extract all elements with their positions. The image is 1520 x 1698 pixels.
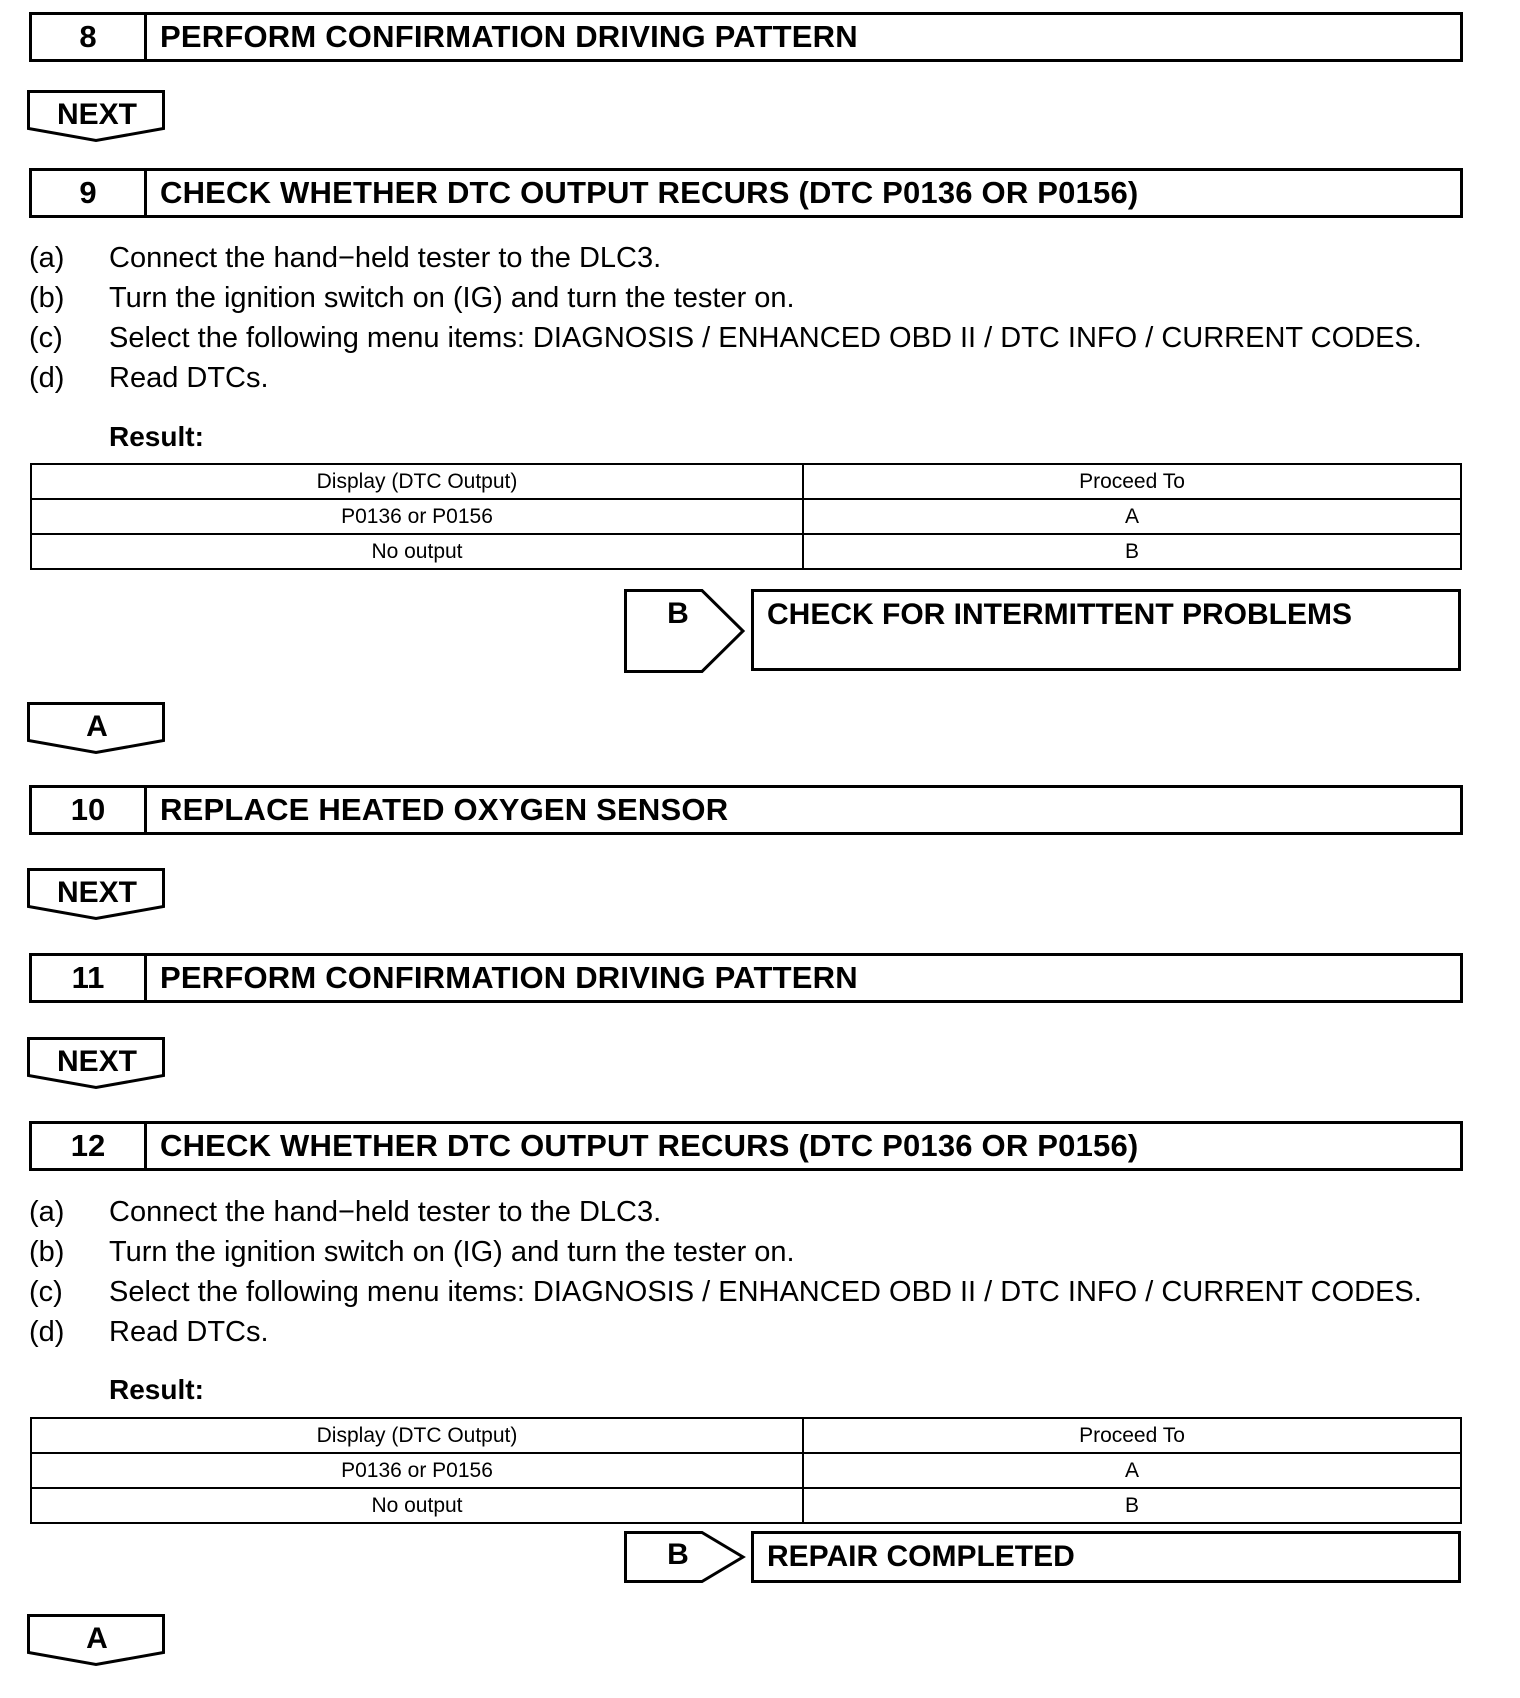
table-header-row: [31, 1418, 1461, 1453]
next-tag-label: NEXT: [56, 98, 137, 131]
table-header-cell: Proceed To: [803, 464, 1461, 499]
table-header-cell: Display (DTC Output): [31, 464, 803, 499]
table-cell: No output: [31, 534, 803, 569]
step-number: 8: [32, 15, 147, 59]
procedure-item: [29, 238, 1469, 278]
next-tag-label: NEXT: [56, 1045, 137, 1078]
procedure-mark: (a): [29, 242, 65, 274]
table-cell: P0136 or P0156: [31, 499, 803, 534]
step-number: 11: [32, 956, 147, 1000]
step-10-header: [29, 785, 1463, 835]
table-row: [31, 1453, 1461, 1488]
table-cell: P0136 or P0156: [31, 1453, 803, 1488]
step-title: CHECK WHETHER DTC OUTPUT RECURS (DTC P0136 OR P0156): [160, 175, 1139, 210]
next-tag-label: NEXT: [56, 876, 137, 909]
result-label: Result:: [109, 1374, 204, 1405]
table-cell: A: [803, 1453, 1461, 1488]
table-row: [31, 1488, 1461, 1523]
step-title: CHECK WHETHER DTC OUTPUT RECURS (DTC P0136 OR P0156): [160, 1128, 1139, 1163]
step-title: PERFORM CONFIRMATION DRIVING PATTERN: [160, 960, 858, 995]
procedure-mark: (b): [29, 282, 65, 314]
procedure-text: Turn the ignition switch on (IG) and turn the tester on.: [109, 1236, 795, 1268]
result-table: [30, 463, 1462, 570]
procedure-item: [29, 358, 1469, 398]
procedure-item: [29, 1272, 1469, 1312]
procedure-item: [29, 1232, 1469, 1272]
procedure-text: Select the following menu items: DIAGNOSIS / ENHANCED OBD II / DTC INFO / CURRENT CODES.: [109, 1276, 1422, 1308]
next-tag: [27, 868, 167, 924]
branch-target-box: REPAIR COMPLETED: [751, 1531, 1461, 1583]
table-header-cell: Proceed To: [803, 1418, 1461, 1453]
procedure-mark: (d): [29, 1316, 65, 1348]
procedure-item: [29, 318, 1469, 358]
a-tag: [27, 1614, 167, 1670]
table-header-row: [31, 464, 1461, 499]
step-title: PERFORM CONFIRMATION DRIVING PATTERN: [160, 19, 858, 54]
step-11-header: [29, 953, 1463, 1003]
procedure-mark: (b): [29, 1236, 65, 1268]
procedure-mark: (c): [29, 1276, 63, 1308]
branch-target-box: CHECK FOR INTERMITTENT PROBLEMS: [751, 589, 1461, 671]
procedure-text: Connect the hand−held tester to the DLC3.: [109, 242, 662, 274]
result-label: Result:: [109, 421, 204, 452]
a-tag-label: A: [86, 710, 108, 743]
table-row: [31, 534, 1461, 569]
step-12-header: [29, 1121, 1463, 1171]
a-tag: [27, 702, 167, 758]
procedure-text: Read DTCs.: [109, 1316, 269, 1348]
procedure-mark: (a): [29, 1196, 65, 1228]
result-table: [30, 1417, 1462, 1524]
step-number: 9: [32, 171, 147, 215]
step-title: REPLACE HEATED OXYGEN SENSOR: [160, 792, 729, 827]
step-8-header: [29, 12, 1463, 62]
table-cell: A: [803, 499, 1461, 534]
procedure-text: Turn the ignition switch on (IG) and turn the tester on.: [109, 282, 795, 314]
procedure-list: [29, 1192, 1469, 1352]
procedure-list: [29, 238, 1469, 398]
table-row: [31, 499, 1461, 534]
step-number: 10: [32, 788, 147, 832]
procedure-item: [29, 278, 1469, 318]
step-9-header: [29, 168, 1463, 218]
branch-arrow-label: B: [667, 1538, 689, 1571]
procedure-item: [29, 1312, 1469, 1352]
step-number: 12: [32, 1124, 147, 1168]
next-tag: [27, 1037, 167, 1093]
table-cell: No output: [31, 1488, 803, 1523]
next-tag: [27, 90, 167, 146]
procedure-text: Select the following menu items: DIAGNOSIS / ENHANCED OBD II / DTC INFO / CURRENT CODES.: [109, 322, 1422, 354]
procedure-item: [29, 1192, 1469, 1232]
procedure-text: Read DTCs.: [109, 362, 269, 394]
table-header-cell: Display (DTC Output): [31, 1418, 803, 1453]
procedure-text: Connect the hand−held tester to the DLC3.: [109, 1196, 662, 1228]
table-cell: B: [803, 534, 1461, 569]
branch-arrow-label: B: [667, 597, 689, 630]
a-tag-label: A: [86, 1622, 108, 1655]
table-cell: B: [803, 1488, 1461, 1523]
procedure-mark: (d): [29, 362, 65, 394]
procedure-mark: (c): [29, 322, 63, 354]
